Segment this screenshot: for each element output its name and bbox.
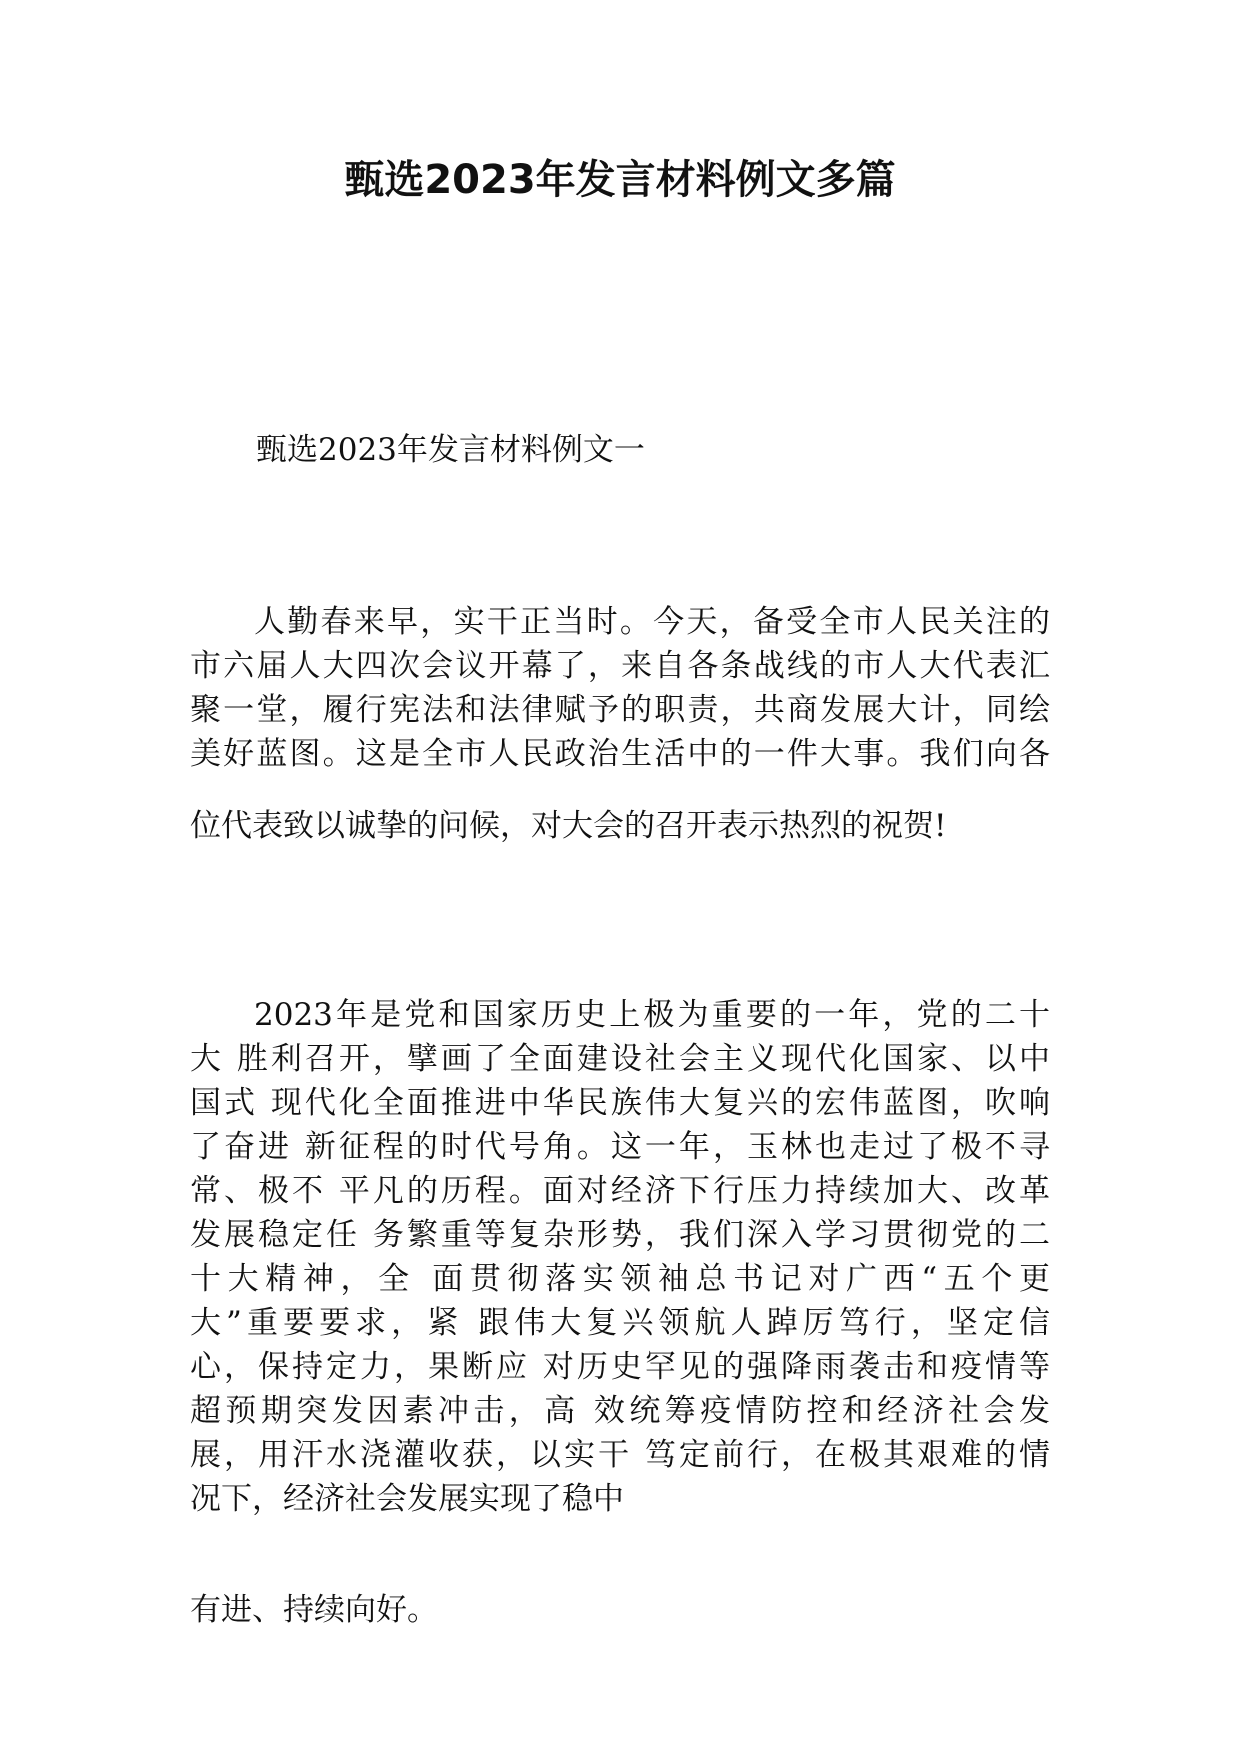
section-subtitle: 甄选2023年发言材料例文一: [256, 432, 645, 468]
paragraph-1-line: 人勤春来早，实干正当时。今天，备受全市人民关注的: [254, 604, 1050, 640]
paragraph-1-line: 美好蓝图。这是全市人民政治生活中的一件大事。我们向各: [190, 736, 1050, 772]
paragraph-1-line: 市六届人大四次会议开幕了，来自各条战线的市人大代表汇: [190, 648, 1050, 684]
paragraph-2-line: 了奋进 新征程的时代号角。这一年，玉林也走过了极不寻: [190, 1129, 1050, 1165]
paragraph-2-line: 况下，经济社会发展实现了稳中: [190, 1481, 624, 1517]
paragraph-1-tail-line: 位代表致以诚挚的问候，对大会的召开表示热烈的祝贺!: [190, 808, 947, 844]
paragraph-2-line: 心，保持定力，果断应 对历史罕见的强降雨袭击和疫情等: [190, 1349, 1050, 1385]
paragraph-1-line: 聚一堂，履行宪法和法律赋予的职责，共商发展大计，同绘: [190, 692, 1050, 728]
paragraph-2-tail: [190, 1588, 1050, 1632]
paragraph-1: [190, 600, 1050, 776]
paragraph-2-line: 2023年是党和国家历史上极为重要的一年，党的二十: [254, 997, 1050, 1033]
paragraph-2: [190, 993, 1050, 1521]
paragraph-2-line: 十大精神，全 面贯彻落实领袖总书记对广西“五个更: [190, 1261, 1050, 1297]
paragraph-2-line: 发展稳定任 务繁重等复杂形势，我们深入学习贯彻党的二: [190, 1217, 1050, 1253]
paragraph-2-line: 大 胜利召开，擘画了全面建设社会主义现代化国家、以中: [190, 1041, 1050, 1077]
page-title: 甄选2023年发言材料例文多篇: [344, 157, 896, 203]
paragraph-1-tail: [190, 804, 1050, 848]
paragraph-2-line: 展，用汗水浇灌收获，以实干 笃定前行，在极其艰难的情: [190, 1437, 1050, 1473]
paragraph-2-line: 超预期突发因素冲击，高 效统筹疫情防控和经济社会发: [190, 1393, 1050, 1429]
paragraph-2-line: 国式 现代化全面推进中华民族伟大复兴的宏伟蓝图，吹响: [190, 1085, 1050, 1121]
paragraph-2-line: 常、极不 平凡的历程。面对经济下行压力持续加大、改革: [190, 1173, 1050, 1209]
paragraph-2-line: 大”重要要求，紧 跟伟大复兴领航人踔厉笃行，坚定信: [190, 1305, 1050, 1341]
paragraph-2-tail-line: 有进、持续向好。: [190, 1592, 438, 1628]
